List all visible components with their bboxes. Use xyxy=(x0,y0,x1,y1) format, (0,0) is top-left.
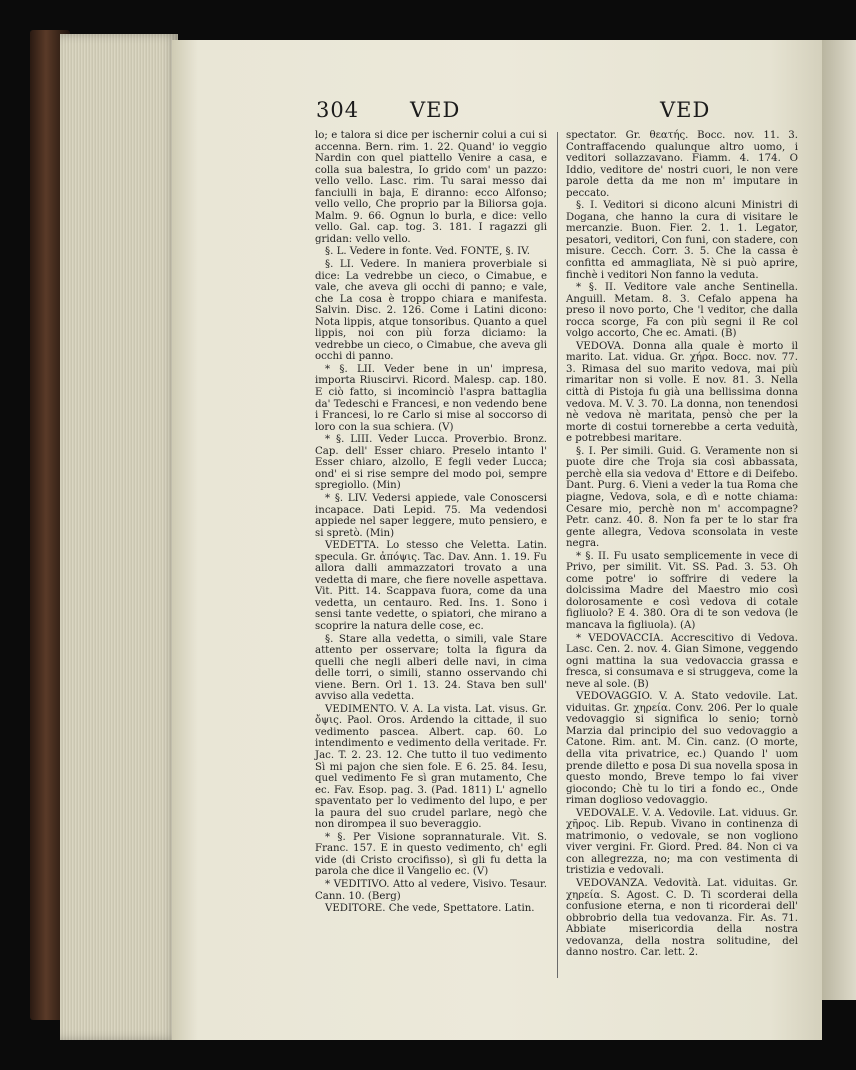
page-edges xyxy=(60,34,178,1040)
running-head-right: VED xyxy=(660,98,711,122)
entry-paragraph: VEDOVA. Donna alla quale è morto il marito. Lat. vidua. Gr. χήρα. Bocc. nov. 77. 3. Rimasa del suo marito vedova, mai più rimaritar non si volle. E nov. 81. 3. Nella città di Pistoja fu già una bellissima donna vedova. M. V. 3. 70. La donna, non tenendosi nè vedova nè maritata, pensò che per la morte di costui tornerebbe a certa veduità, e potrebbesi maritare. xyxy=(566,340,798,445)
entry-paragraph: spectator. Gr. θεατής. Bocc. nov. 11. 3. Contraffacendo qualunque altro uomo, i veditori sollazzavano. Fiamm. 4. 174. O Iddio, veditore de' nostri cuori, le non vere parole detta da me non m' imputare in peccato. xyxy=(566,130,798,199)
entry-paragraph: * VEDITIVO. Atto al vedere, Visivo. Tesaur. Cann. 10. (Berg) xyxy=(315,879,547,902)
entry-paragraph: * §. Per Visione soprannaturale. Vit. S. Franc. 157. E in questo vedimento, ch' egli vide (di Cristo crocifisso), sì gli fu detta la parola che dice il Vangelio ec. (V) xyxy=(315,831,547,878)
entry-paragraph: §. LI. Vedere. In maniera proverbiale si dice: La vedrebbe un cieco, o Cimabue, e vale, che aveva gli occhi di panno; e vale, che La cosa è troppo chiara e manifesta. Salvin. Disc. 2. 126. Come i Latini dicono: Nota lippis, atque tonsoribus. Quanto a quel lippis, noi con più forza diciamo: la vedrebbe un cieco, o Cimabue, che aveva gli occhi di panno. xyxy=(315,259,547,363)
entry-paragraph: lo; e talora si dice per ischernir colui a cui si accenna. Bern. rim. 1. 22. Quand' io veggio Nardin con quel piattello Venire a casa, e colla sua balestra, Io grido com' un pazzo: vello vello. Lasc. rim. Tu sarai messo dai fanciulli in baja, E diranno: ecco Alfonso; vello vello, Che proprio par la Biliorsa goja. Malm. 9. 66. Ognun lo burla, e dice: vello vello. Gal. cap. tog. 3. 181. I ragazzi gli gridan: vello vello. xyxy=(315,130,547,245)
entry-paragraph: * §. LII. Veder bene in un' impresa, importa Riuscirvi. Ricord. Malesp. cap. 180. E ciò fatto, si incominciò l'aspra battaglia da' Tedeschi e Francesi, e non vedendo bene i Francesi, lo re Carlo si mise al soccorso di loro con la sua schiera. (V) xyxy=(315,363,547,433)
running-head-left: VED xyxy=(410,98,461,122)
right-column xyxy=(566,130,798,960)
entry-paragraph: VEDIMENTO. V. A. La vista. Lat. visus. Gr. ὄψις. Paol. Oros. Ardendo la cittade, il suo vedimento pascea. Albert. cap. 60. Lo intendimento e vedimento della veritade. Fr. Jac. T. 2. 23. 12. Che tutto il tuo vedimento Sì mi pajon che sien fole. E 6. 25. 84. Iesu, quel vedimento Fe sì gran mutamento, Che ec. Fav. Esop. pag. 3. (Pad. 1811) L' agnello spaventato per lo vedimento del lupo, e per la paura del suo crudel parlare, negò che non dirompea il suo beveraggio. xyxy=(315,703,547,831)
entry-paragraph: * §. II. Fu usato semplicemente in vece di Privo, per similit. Vit. SS. Pad. 3. 53. Oh come potre' io soffrire di vedere la dolcissima Madre del Maestro mio così dolorosamente e così vedova di cotale figliuolo? E 4. 380. Ora di te son vedova (le mancava la figliuola). (A) xyxy=(566,550,798,631)
entry-paragraph: §. L. Vedere in fonte. Ved. FONTE, §. IV. xyxy=(325,246,530,258)
entry-paragraph: * §. LIII. Veder Lucca. Proverbio. Bronz. Cap. dell' Esser chiaro. Preselo intanto l' Esser chiaro, alzollo, E fegli veder Lucca; ond' ei si rise sempre del modo poi, sempre spregiollo. (Min) xyxy=(315,434,547,492)
entry-paragraph: VEDOVAGGIO. V. A. Stato vedovile. Lat. viduitas. Gr. χηρεία. Conv. 206. Per lo quale vedovaggio si significa lo senio; tornò Marzia dal principio del suo vedovaggio a Catone. Rim. ant. M. Cin. canz. (O morte, della vita privatrice, ec.) Quando l' uom prende diletto e posa Di sua novella sposa in questo mondo, Breve tempo lo fai viver giocondo; Chè tu lo tiri a fondo ec., Onde riman doglioso vedovaggio. xyxy=(566,691,798,807)
entry-paragraph: VEDOVALE. V. A. Vedovile. Lat. viduus. Gr. χῆρος. Lib. Repub. Vivano in continenza di matrimonio, o vedovale, se non vogliono viver vergini. Fr. Giord. Pred. 84. Non ci va con allegrezza, no; ma con vestimenta di tristizia e vedovali. xyxy=(566,807,798,877)
entry-paragraph: VEDETTA. Lo stesso che Veletta. Latin. specula. Gr. ἀπόψις. Tac. Dav. Ann. 1. 19. Fu allora dalli ammazzatori trovato a una vedetta di mare, che fiere novelle aspettava. Vit. Pitt. 14. Scappava fuora, come da una vedetta, un centauro. Red. Ins. 1. Sono i sensi tante vedette, o spiatori, che mirano a scoprire la natura delle cose, ec. xyxy=(315,540,547,632)
entry-paragraph: VEDOVANZA. Vedovità. Lat. viduitas. Gr. χηρεία. S. Agost. C. D. Ti scorderai della confusione eterna, e non ti ricorderai dell' obbrobrio della tua vedovanza. Fir. As. 71. Abbiate misericordia della nostra vedovanza, della nostra solitudine, del danno nostro. Car. lett. 2. xyxy=(566,878,798,959)
entry-paragraph: * VEDOVACCIA. Accrescitivo di Vedova. Lasc. Cen. 2. nov. 4. Gian Simone, veggendo ogni mattina la sua vedovaccia grassa e fresca, si consumava e si struggeva, come la neve al sole. (B) xyxy=(566,632,798,690)
entry-paragraph: * §. II. Veditore vale anche Sentinella. Anguill. Metam. 8. 3. Cefalo appena ha preso il novo porto, Che 'l veditor, che dalla rocca scorge, Fa con più segni il Re col volgo accorto, Che ec. Amati. (B) xyxy=(566,282,798,340)
entry-paragraph: §. I. Per simili. Guid. G. Veramente non si puote dire che Troja sia così abbassata, perchè ella sia vedova d' Ettore e di Deifebo. Dant. Purg. 6. Vieni a veder la tua Roma che piagne, Vedova, sola, e dì e notte chiama: Cesare mio, perchè non m' accompagne? Petr. canz. 40. 8. Non fa per te lo star fra gente allegra, Vedova sconsolata in veste negra. xyxy=(566,445,798,550)
entry-paragraph: VEDITORE. Che vede, Spettatore. Latin. xyxy=(325,903,535,915)
column-rule xyxy=(557,132,558,978)
entry-paragraph: * §. LIV. Vedersi appiede, vale Conoscersi incapace. Dati Lepid. 75. Ma vedendosi appiede nel saper leggere, muto pensiero, e si spretò. (Min) xyxy=(315,492,547,539)
left-column xyxy=(315,130,547,916)
page-number: 304 xyxy=(316,98,360,122)
entry-paragraph: §. I. Veditori si dicono alcuni Ministri di Dogana, che hanno la cura di visitare le mercanzie. Buon. Fier. 2. 1. 1. Legator, pesatori, veditori, Con funi, con stadere, con misure. Cecch. Corr. 3. 5. Che la cassa è confitta ed ammagliata, Nè si può aprire, finchè i veditori Non fanno la veduta. xyxy=(566,200,798,281)
facing-page-edge xyxy=(822,40,856,1000)
entry-paragraph: §. Stare alla vedetta, o simili, vale Stare attento per osservare; tolta la figura da quelli che negli alberi delle navi, in cima delle torri, o simili, stanno osservando chi viene. Bern. Orl 1. 13. 24. Stava ben sull' avviso alla vedetta. xyxy=(315,633,547,703)
book-page xyxy=(172,40,822,1040)
